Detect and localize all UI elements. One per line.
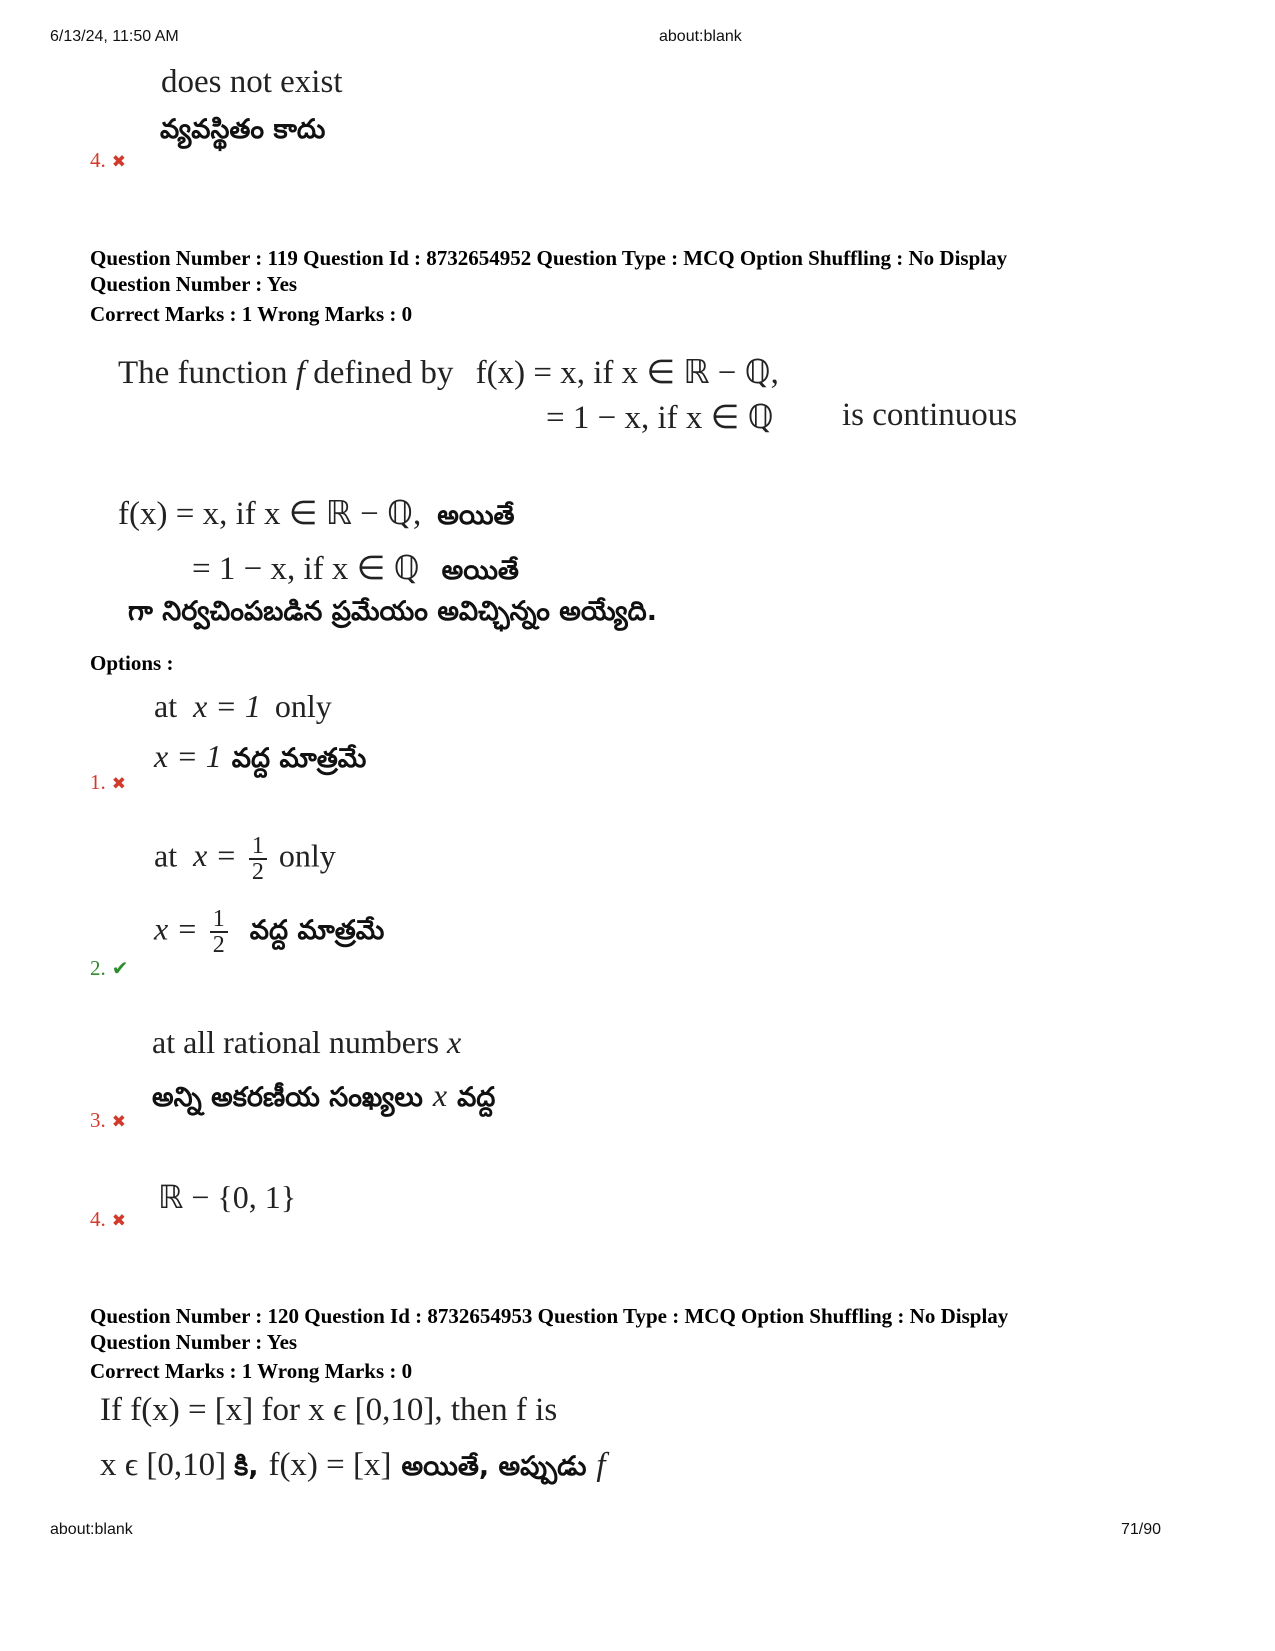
function-expr: f(x) = [x] — [268, 1447, 392, 1483]
math-expr: x = 1 — [193, 688, 261, 724]
question-te-line2 — [192, 548, 519, 593]
option-number-label: 2. — [90, 956, 106, 980]
option-1-en — [154, 688, 332, 725]
option-1-number — [90, 770, 126, 795]
if-suffix-te: అయితే — [441, 555, 519, 586]
option-text-en: does not exist — [161, 64, 343, 100]
math-expr: x = — [154, 910, 198, 947]
option-3-te — [152, 1077, 495, 1120]
question-marks: Correct Marks : 1 Wrong Marks : 0 — [90, 302, 413, 326]
function-symbol: f — [596, 1447, 606, 1483]
option-number-label: 4. — [90, 1207, 106, 1231]
question-marks: Correct Marks : 1 Wrong Marks : 0 — [90, 1359, 413, 1383]
option-2-number — [90, 956, 129, 981]
piece-1: f(x) = x, if x ∈ ℝ − ℚ, — [475, 355, 779, 391]
option-2-te — [154, 907, 384, 957]
piece-1-te: f(x) = x, if x ∈ ℝ − ℚ, — [118, 496, 422, 532]
option-4-number — [90, 1207, 126, 1232]
options-label: Options : — [90, 651, 174, 675]
defined-text: defined by — [313, 355, 454, 391]
te-suffix: వద్ద మాత్రమే — [249, 915, 385, 947]
print-url: about:blank — [659, 28, 742, 45]
if-suffix-te: అయితే — [437, 500, 515, 531]
function-symbol: f — [295, 355, 305, 391]
wrong-mark-icon: ✖ — [111, 774, 126, 793]
fraction — [210, 907, 228, 957]
interval-expr: x ϵ [0,10] — [100, 1447, 227, 1483]
option-number-label: 4. — [90, 148, 106, 172]
print-timestamp: 6/13/24, 11:50 AM — [50, 28, 179, 45]
option-3-number — [90, 1108, 126, 1133]
at-text: at — [154, 837, 178, 874]
option-number-label: 3. — [90, 1108, 106, 1132]
en-text: at all rational numbers — [152, 1024, 440, 1060]
piece-2-te: = 1 − x, if x ∈ ℚ — [192, 551, 420, 587]
lead-text: The function — [118, 355, 288, 391]
footer-url: about:blank — [50, 1521, 133, 1538]
numerator: 1 — [210, 907, 228, 933]
denominator: 2 — [251, 859, 264, 885]
denominator: 2 — [212, 932, 225, 958]
piece-2: = 1 − x, if x ∈ ℚ — [546, 400, 774, 436]
option-1-te — [154, 738, 366, 781]
question-meta-line2: Question Number : Yes — [90, 272, 298, 296]
option-number-label: 1. — [90, 770, 106, 794]
wrong-mark-icon: ✖ — [111, 1112, 126, 1131]
te-suffix: వద్ద మాత్రమే — [231, 743, 367, 774]
te-suffix: అయితే, అప్పుడు — [401, 1451, 587, 1482]
at-text: at — [154, 688, 178, 724]
question-meta-line1: Question Number : 120 Question Id : 8732654953 Question Type : MCQ Option Shuffling : No Display — [90, 1304, 1009, 1328]
question-meta-line2: Question Number : Yes — [90, 1330, 298, 1354]
te-suffix: వద్ద — [457, 1082, 496, 1113]
question-en-line1 — [118, 352, 779, 392]
wrong-mark-icon: ✖ — [111, 1211, 126, 1230]
question-text-en: If f(x) = [x] for x ϵ [0,10], then f is — [100, 1392, 558, 1428]
option-text-te: వ్యవస్థితం కాదు — [160, 114, 326, 145]
numerator: 1 — [249, 834, 267, 860]
option-number — [90, 148, 126, 173]
option-2-en — [154, 834, 336, 884]
fraction — [249, 834, 267, 884]
wrong-mark-icon: ✖ — [111, 152, 126, 171]
question-text-te — [100, 1447, 606, 1489]
option-4-en: ℝ − {0, 1} — [158, 1179, 297, 1215]
continuous-text: is continuous — [842, 397, 1018, 433]
math-expr: x = — [193, 837, 237, 874]
only-text: only — [274, 688, 332, 724]
option-3-en — [152, 1024, 461, 1061]
page-number: 71/90 — [1121, 1521, 1162, 1538]
math-var: x — [447, 1024, 462, 1060]
te-text: అన్ని అకరణీయ సంఖ్యలు — [152, 1082, 423, 1113]
question-te-line3: గా నిర్వచింపబడిన ప్రమేయం అవిచ్ఛిన్నం అయ్యేది. — [128, 596, 657, 627]
te-mid: కి, — [234, 1451, 259, 1482]
math-var: x — [432, 1077, 448, 1113]
math-expr: x = 1 — [154, 738, 222, 774]
only-text: only — [278, 837, 336, 874]
question-te-line1 — [118, 493, 515, 538]
check-mark-icon: ✔ — [111, 958, 129, 980]
question-meta-line1: Question Number : 119 Question Id : 8732654952 Question Type : MCQ Option Shuffling : No Display — [90, 246, 1008, 270]
